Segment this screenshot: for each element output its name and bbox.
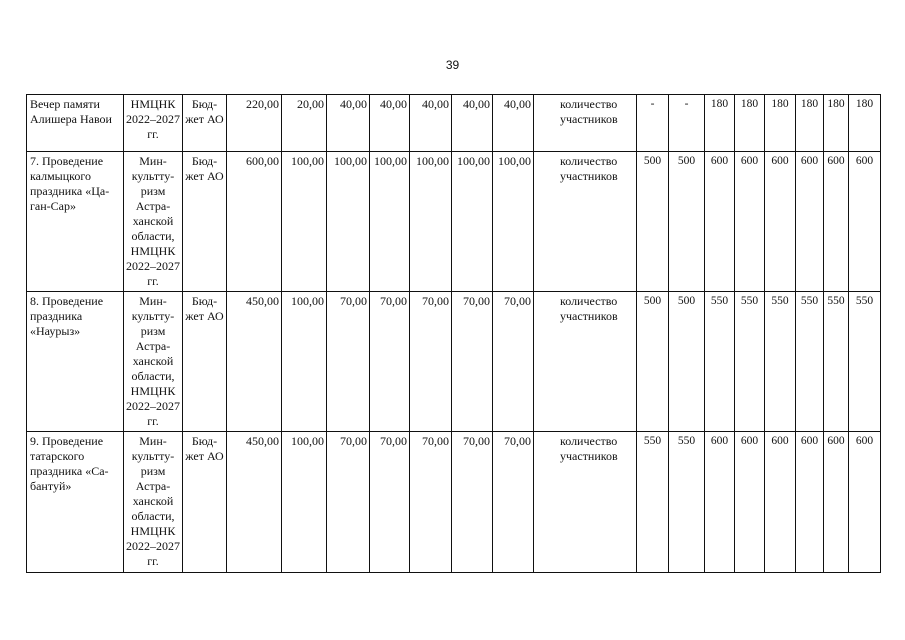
year-amount-cell: 20,00 [282, 95, 327, 152]
target-value-cell: 550 [669, 432, 705, 573]
target-value-cell: - [637, 95, 669, 152]
total-amount-cell: 450,00 [227, 292, 282, 432]
event-name: Вечер памяти Алишера Навои [27, 95, 124, 152]
target-value-cell: - [669, 95, 705, 152]
indicator-cell: количество участников [534, 432, 637, 573]
year-amount-cell: 70,00 [452, 292, 493, 432]
table-row [27, 95, 881, 152]
funding-source-cell: Бюд-жет АО [183, 432, 227, 573]
year-amount-cell: 70,00 [327, 292, 370, 432]
event-name: 9. Проведение татарского праздника «Са-бантуй» [27, 432, 124, 573]
target-value-cell: 550 [637, 432, 669, 573]
target-value-cell: 180 [849, 95, 881, 152]
target-value-cell: 500 [637, 292, 669, 432]
year-amount-cell: 40,00 [410, 95, 452, 152]
target-value-cell: 550 [765, 292, 796, 432]
year-amount-cell: 40,00 [452, 95, 493, 152]
year-amount-cell: 70,00 [493, 292, 534, 432]
target-value-cell: 600 [765, 152, 796, 292]
funding-source-cell: Бюд-жет АО [183, 292, 227, 432]
target-value-cell: 600 [705, 432, 735, 573]
year-amount-cell: 100,00 [282, 292, 327, 432]
total-amount-cell: 600,00 [227, 152, 282, 292]
target-value-cell: 500 [637, 152, 669, 292]
year-amount-cell: 70,00 [370, 432, 410, 573]
indicator-cell: количество участников [534, 152, 637, 292]
total-amount-cell: 450,00 [227, 432, 282, 573]
table-row [27, 292, 881, 432]
target-value-cell: 500 [669, 292, 705, 432]
target-value-cell: 550 [849, 292, 881, 432]
target-value-cell: 600 [796, 432, 824, 573]
target-value-cell: 550 [824, 292, 849, 432]
event-name: 7. Проведение калмыцкого праздника «Ца-ган-Сар» [27, 152, 124, 292]
year-amount-cell: 70,00 [370, 292, 410, 432]
executor-cell: Мин-культту-ризм Астра-ханской области, НМЦНК 2022–2027 гг. [124, 432, 183, 573]
program-table [26, 94, 881, 573]
event-name: 8. Проведение праздника «Наурыз» [27, 292, 124, 432]
year-amount-cell: 100,00 [282, 432, 327, 573]
year-amount-cell: 70,00 [327, 432, 370, 573]
year-amount-cell: 100,00 [410, 152, 452, 292]
year-amount-cell: 100,00 [493, 152, 534, 292]
target-value-cell: 600 [849, 432, 881, 573]
target-value-cell: 550 [735, 292, 765, 432]
funding-source-cell: Бюд-жет АО [183, 152, 227, 292]
year-amount-cell: 40,00 [327, 95, 370, 152]
year-amount-cell: 70,00 [410, 292, 452, 432]
total-amount-cell: 220,00 [227, 95, 282, 152]
target-value-cell: 600 [735, 432, 765, 573]
target-value-cell: 180 [705, 95, 735, 152]
executor-cell: НМЦНК 2022–2027 гг. [124, 95, 183, 152]
year-amount-cell: 40,00 [370, 95, 410, 152]
target-value-cell: 600 [849, 152, 881, 292]
indicator-cell: количество участников [534, 292, 637, 432]
year-amount-cell: 100,00 [370, 152, 410, 292]
target-value-cell: 180 [735, 95, 765, 152]
year-amount-cell: 70,00 [493, 432, 534, 573]
target-value-cell: 180 [824, 95, 849, 152]
table-row [27, 152, 881, 292]
target-value-cell: 180 [796, 95, 824, 152]
table-row [27, 432, 881, 573]
year-amount-cell: 100,00 [452, 152, 493, 292]
target-value-cell: 600 [765, 432, 796, 573]
target-value-cell: 550 [705, 292, 735, 432]
year-amount-cell: 70,00 [452, 432, 493, 573]
indicator-cell: количество участников [534, 95, 637, 152]
target-value-cell: 600 [824, 152, 849, 292]
target-value-cell: 180 [765, 95, 796, 152]
executor-cell: Мин-культту-ризм Астра-ханской области, НМЦНК 2022–2027 гг. [124, 152, 183, 292]
target-value-cell: 600 [735, 152, 765, 292]
year-amount-cell: 40,00 [493, 95, 534, 152]
year-amount-cell: 100,00 [327, 152, 370, 292]
target-value-cell: 550 [796, 292, 824, 432]
page-number: 39 [445, 58, 460, 72]
target-value-cell: 600 [796, 152, 824, 292]
executor-cell: Мин-культту-ризм Астра-ханской области, НМЦНК 2022–2027 гг. [124, 292, 183, 432]
target-value-cell: 600 [705, 152, 735, 292]
year-amount-cell: 70,00 [410, 432, 452, 573]
target-value-cell: 600 [824, 432, 849, 573]
funding-source-cell: Бюд-жет АО [183, 95, 227, 152]
target-value-cell: 500 [669, 152, 705, 292]
year-amount-cell: 100,00 [282, 152, 327, 292]
